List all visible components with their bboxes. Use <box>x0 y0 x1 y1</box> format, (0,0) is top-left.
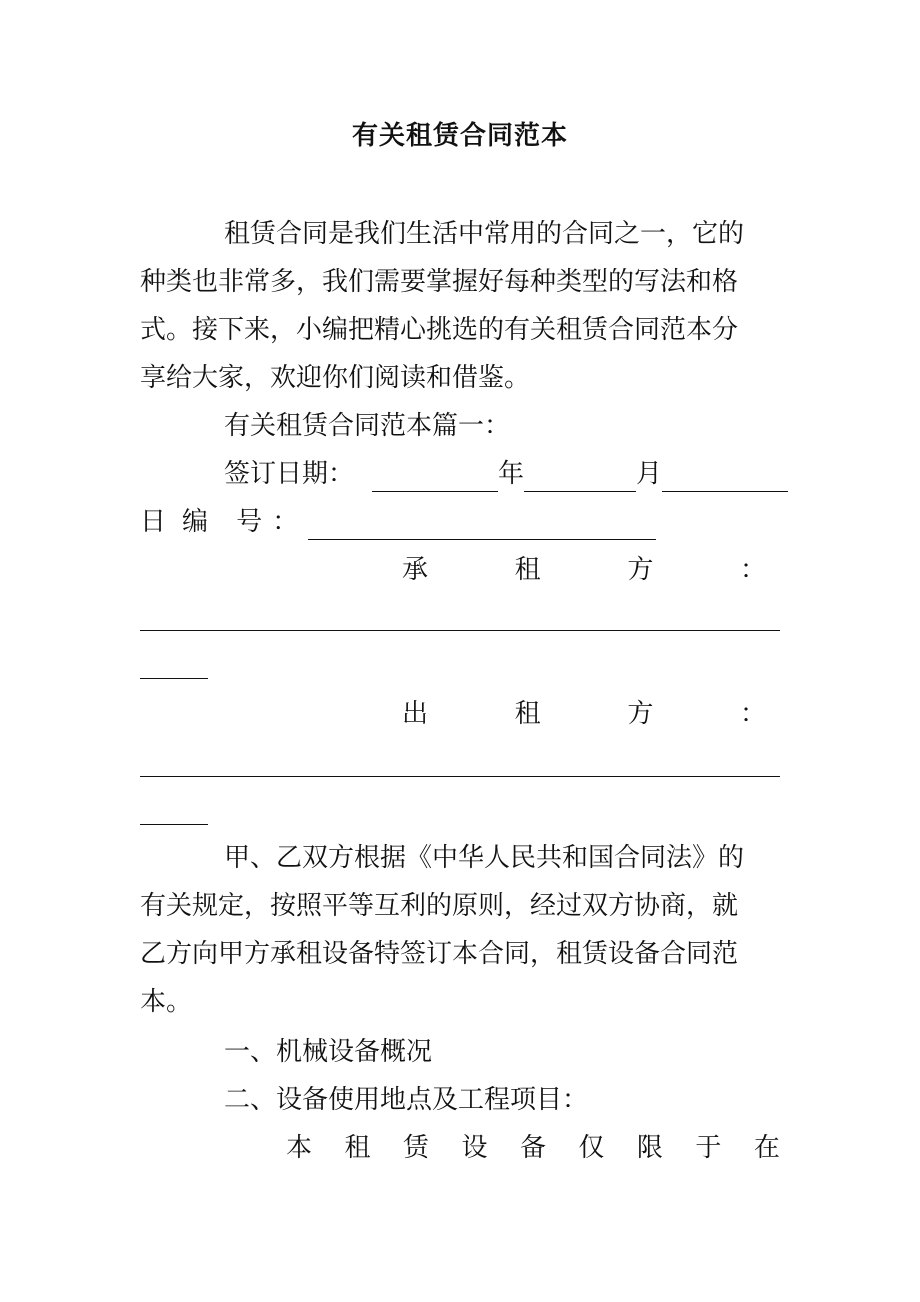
clause-item: 二、设备使用地点及工程项目： <box>224 1085 589 1115</box>
intro-line: 式。接下来，小编把精心挑选的有关租赁合同范本分 <box>140 315 739 345</box>
sign-date-line <box>224 456 788 492</box>
document-title: 有关租赁合同范本 <box>351 121 568 151</box>
section-heading: 有关租赁合同范本篇一： <box>224 411 511 441</box>
month-label: 月 <box>636 459 663 489</box>
number-label: 编 号： <box>182 507 309 537</box>
lessor-blank <box>140 776 780 777</box>
number-line <box>140 504 656 540</box>
sign-date-label: 签订日期： <box>224 459 355 489</box>
year-blank <box>372 461 498 492</box>
basis-line: 有关规定，按照平等互利的原则，经过双方协商，就 <box>140 891 739 921</box>
intro-line: 种类也非常多，我们需要掌握好每种类型的写法和格 <box>140 267 739 297</box>
basis-line: 本。 <box>140 987 193 1017</box>
month-blank <box>524 461 636 492</box>
intro-line: 租赁合同是我们生活中常用的合同之一，它的 <box>224 219 745 249</box>
basis-line: 乙方向甲方承租设备特签订本合同，租赁设备合同范 <box>140 939 739 969</box>
lessee-label: 承 租 方 ： <box>402 555 766 585</box>
basis-line: 甲、乙双方根据《中华人民共和国合同法》的 <box>224 843 745 873</box>
lessor-label: 出 租 方 ： <box>402 699 766 729</box>
day-label: 日 <box>140 507 167 537</box>
intro-line: 享给大家，欢迎你们阅读和借鉴。 <box>140 363 531 393</box>
lessor-blank-cont <box>140 824 208 825</box>
year-label: 年 <box>498 459 525 489</box>
lessee-blank <box>140 630 780 631</box>
equipment-location-line: 本 租 赁 设 备 仅 限 于 在 <box>286 1133 780 1163</box>
lessee-blank-cont <box>140 678 208 679</box>
number-blank <box>308 509 656 540</box>
day-blank <box>662 461 788 492</box>
clause-item: 一、机械设备概况 <box>224 1037 433 1067</box>
